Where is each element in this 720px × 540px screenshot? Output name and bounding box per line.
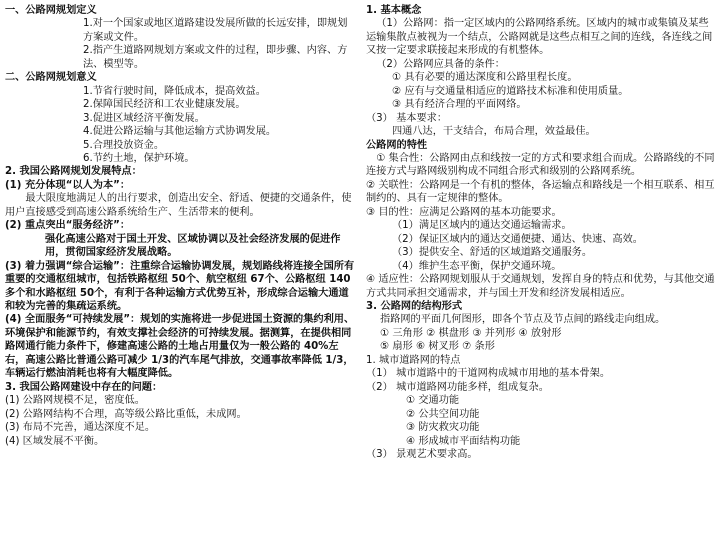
right-paragraph-r24: （2） 城市道路网功能多样，组成复杂。 <box>366 381 549 393</box>
left-paragraph-l12: (1) 充分体现“以人为本”： <box>5 179 131 191</box>
right-paragraph-r6: ③ 具有经济合理的平面网络。 <box>392 99 527 111</box>
right-paragraph-r18: 3. 公路网的结构形式 <box>366 300 463 312</box>
right-paragraph-r9: 公路网的特性 <box>366 139 428 151</box>
right-paragraph-r21: ⑤ 扇形 ⑥ 树叉形 ⑦ 条形 <box>380 341 495 353</box>
right-paragraph-r22: 1. 城市道路网的特点 <box>366 354 461 366</box>
left-paragraph-l20: (2) 公路网结构不合理，高等级公路比重低，未成网。 <box>5 408 247 420</box>
right-paragraph-r19: 指路网的平面几何图形，即各个节点及节点间的路线走向组成。 <box>380 314 666 326</box>
left-paragraph-l13: 最大限度地满足人的出行要求，创造出安全、舒适、便捷的交通条件，使用户直接感受到高速公路系统给生产、生活带来的便利。 <box>5 193 352 218</box>
right-paragraph-r4: ① 具有必要的通达深度和公路里程长度。 <box>392 72 578 84</box>
right-paragraph-r17: ④ 适应性：公路网规划服从于交通规划，发挥自身的特点和优势，与其他交通方式共同承担交通需求，并与国土开发和经济发展相适应。 <box>366 274 715 299</box>
left-paragraph-l11: 2. 我国公路网规划发展特点： <box>5 166 142 178</box>
left-paragraph-l7: 3.促进区域经济平衡发展。 <box>83 112 205 124</box>
right-paragraph-r29: （3） 景观艺术要求高。 <box>366 448 478 460</box>
right-paragraph-r16: （4）维护生态平衡，保护交通环境。 <box>392 260 562 272</box>
left-paragraph-l18: 3. 我国公路网建设中存在的问题： <box>5 381 163 393</box>
right-paragraph-r7: （3） 基本要求： <box>366 112 448 124</box>
left-paragraph-l8: 4.促进公路运输与其他运输方式协调发展。 <box>83 126 277 138</box>
left-paragraph-l16: (3) 着力强调“综合运输”：注重综合运输协调发展，规划路线将连接全国所有重要的交通枢纽城市，包括铁路枢纽 50个、航空枢纽 67个、公路枢纽 140多个和水路枢纽 50个，有利于各种运输方式优势互补，形成综合运输大通道和较为完善的集疏运系统。 <box>5 260 355 312</box>
left-paragraph-l17: (4) 全面服务“可持续发展”：规划的实施将进一步促进国土资源的集约利用、环境保护和能源节约，有效支撑社会经济的可持续发展。据测算，在提供相同路网通行能力条件下，修建高速公路的土地占用量仅为一般公路的 40%左右，高速公路比普通公路可减少 1/3的汽车尾气排放，交通事故率降低 1/3，车辆运行燃油消耗也将有大幅度降低。 <box>5 314 355 380</box>
right-paragraph-r1: 1. 基本概念 <box>366 5 422 16</box>
right-paragraph-r3: （2）公路网应具备的条件： <box>376 58 505 70</box>
right-paragraph-r8: 四通八达，干支结合，布局合理，效益最佳。 <box>392 126 596 138</box>
left-paragraph-l19: (1) 公路网规模不足，密度低。 <box>5 395 145 407</box>
right-paragraph-r11: ② 关联性：公路网是一个有机的整体，各运输点和路线是一个相互联系、相互制约的、具有一定规律的整体。 <box>366 179 715 205</box>
left-paragraph-l14: (2) 重点突出“服务经济”： <box>5 220 131 232</box>
left-paragraph-l15: 强化高速公路对于国土开发、区域协调以及社会经济发展的促进作用，贯彻国家经济发展战略。 <box>45 233 341 259</box>
right-paragraph-r23: （1） 城市道路中的干道网构成城市用地的基本骨架。 <box>366 368 611 380</box>
right-paragraph-r10: ① 集合性：公路网由点和线按一定的方式和要求组合而成。公路路线的不同连接方式与路网级别构成不同组合形式和级别的公路网系统。 <box>366 152 715 178</box>
right-paragraph-r12: ③ 目的性：应满足公路网的基本功能要求。 <box>366 206 562 218</box>
right-paragraph-r25: ① 交通功能 <box>406 395 460 407</box>
right-paragraph-r27: ③ 防灾救灾功能 <box>406 422 480 434</box>
left-paragraph-l21: (3) 布局不完善，通达深度不足。 <box>5 422 156 434</box>
left-paragraph-l5: 1.节省行驶时间，降低成本，提高效益。 <box>83 85 266 97</box>
left-paragraph-l4: 二、公路网规划意义 <box>5 72 97 84</box>
left-paragraph-l22: (4) 区域发展不平衡。 <box>5 435 105 447</box>
left-paragraph-l3: 2.指产生道路网规划方案或文件的过程，即步骤、内容、方法、模型等。 <box>83 45 348 70</box>
right-paragraph-r5: ② 应有与交通量相适应的道路技术标准和使用质量。 <box>392 85 629 97</box>
right-paragraph-r13: （1）满足区域内的通达交通运输需求。 <box>392 220 572 232</box>
left-paragraph-l6: 2.保障国民经济和工农业健康发展。 <box>83 99 246 111</box>
left-paragraph-l10: 6.节约土地，保护环境。 <box>83 152 195 164</box>
right-paragraph-r28: ④ 形成城市平面结构功能 <box>406 435 521 447</box>
left-paragraph-l2: 1.对一个国家或地区道路建设发展所做的长远安排，即规划方案或文件。 <box>83 18 348 43</box>
right-paragraph-r2: （1）公路网：指一定区域内的公路网络系统。区域内的城市或集镇及某些运输集散点被视为一个结点，公路网就是这些点相互之间的连线，各连线之间又按一定要求联接起来形成的有机整体。 <box>366 18 713 57</box>
right-paragraph-r26: ② 公共空间功能 <box>406 408 480 420</box>
right-paragraph-r14: （2）保证区域内的通达交通便捷、通达、快速、高效。 <box>392 233 643 245</box>
left-paragraph-l9: 5.合理投放资金。 <box>83 139 165 151</box>
right-paragraph-r15: （3）提供安全、舒适的区域道路交通服务。 <box>392 247 593 259</box>
right-column <box>366 4 716 461</box>
left-column <box>5 4 355 448</box>
right-paragraph-r20: ① 三角形 ② 棋盘形 ③ 并列形 ④ 放射形 <box>380 327 562 339</box>
left-paragraph-l1: 一、公路网规划定义 <box>5 5 97 16</box>
